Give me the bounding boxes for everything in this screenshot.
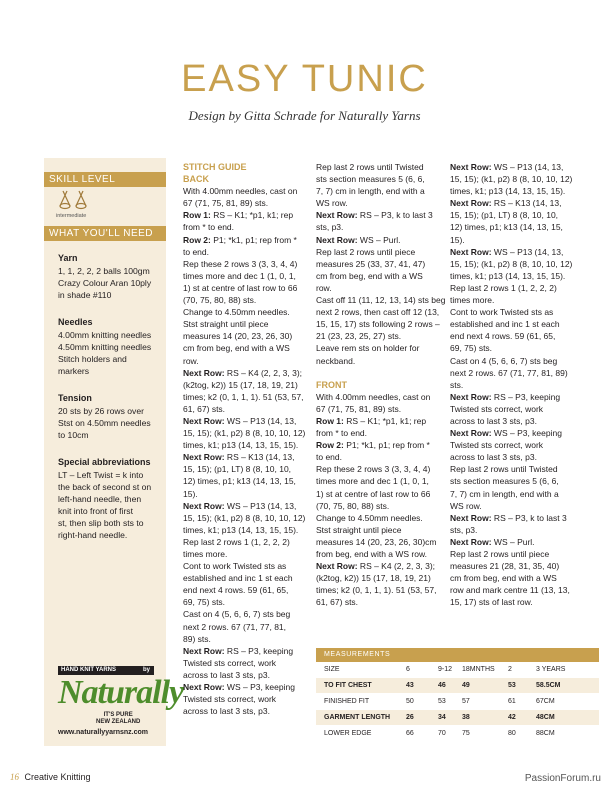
magazine-name: Creative Knitting [24, 772, 91, 782]
instruction-line: next 2 rows. 67 (71, 77, 81, 89) [450, 367, 568, 378]
row-label: Next Row: [450, 246, 492, 257]
instruction-line: end next 4 rows. 59 (61, 65, [183, 585, 289, 596]
instruction-line: Twisted sts correct, work [450, 440, 544, 451]
row-label: Next Row: [183, 645, 225, 656]
abbreviations-section [58, 456, 162, 541]
measurement-label: TO FIT CHEST [324, 682, 372, 689]
instruction-line: 15, 17) sts of last row. [450, 597, 533, 608]
instruction-line: 7, 7) cm in length, end with a [316, 186, 425, 197]
naturally-logo[interactable] [58, 666, 184, 736]
instruction-line: times, k1; p13 (14, 13, 15, 15). [450, 270, 566, 281]
instruction-line: Next Row: RS – K4 (2, 2, 3, 3); [183, 367, 303, 378]
row-label: Row 1: [183, 210, 211, 221]
row-label: Next Row: [183, 415, 225, 426]
tension-line: 20 sts by 26 rows over [58, 406, 144, 416]
instruction-line: measures 14 (20, 23, 26, 30) [183, 331, 293, 342]
needles-line: 4.50mm knitting needles [58, 342, 152, 352]
logo-sub-line: NEW ZEALAND [96, 719, 141, 725]
yarn-line: 1, 1, 2, 2, 2 balls 100gm [58, 266, 150, 276]
measurement-value: 38 [462, 714, 470, 721]
instruction-line: Twisted sts correct, work [450, 403, 544, 414]
instruction-line: across to last 3 sts, p3. [183, 706, 270, 717]
instruction-line: 67 (71, 75, 81, 89) sts. [316, 403, 402, 414]
instruction-line: sts, p3. [316, 222, 344, 233]
instruction-line: from beg, end with a WS row. [316, 549, 428, 559]
row-label: Next Row: [450, 428, 492, 439]
instruction-line: 69, 75) sts. [450, 343, 493, 354]
row-label: Next Row: [183, 682, 225, 693]
instruction-line: Next Row: RS – P3, keeping [183, 645, 294, 656]
instruction-line: Next Row: WS – P13 (14, 13, [183, 415, 297, 426]
measurement-value: 58.5CM [536, 682, 561, 689]
instruction-line: 7, 7) cm in length, end with a [450, 488, 559, 499]
instruction-line: Rep last 2 rows 1 (1, 2, 2, 2) [450, 282, 557, 293]
instruction-line: Leave rem sts on holder for [316, 343, 420, 354]
instruction-line: to end. [316, 452, 342, 463]
instruction-line: Change to 4.50mm needles. [183, 307, 290, 318]
needles-line: Stitch holders and [58, 354, 127, 364]
measurement-value: 9-12 [438, 666, 453, 673]
instruction-line: times more. [450, 295, 495, 306]
instruction-line: Next Row: WS – Purl. [316, 234, 401, 245]
measurement-value: 61 [508, 698, 516, 705]
measurement-value: 88CM [536, 730, 555, 737]
instruction-line: Next Row: RS – P3, k to last 3 [450, 512, 567, 523]
row-label: Next Row: [316, 210, 358, 221]
section-heading: BACK [183, 174, 209, 185]
measurement-value: 2 [508, 666, 512, 673]
instruction-line: 15, 15); (k1, p2) 8 (8, 10, 10, 12) [183, 428, 306, 439]
instruction-line: 15). [450, 234, 465, 245]
instruction-line: Rep these 2 rows 3 (3, 3, 4, 4) [316, 464, 431, 475]
tension-line: to 10cm [58, 430, 89, 440]
measurement-value: 53 [508, 682, 516, 689]
instruction-line: times more. [183, 549, 228, 559]
instruction-line: Twisted sts correct, work [183, 694, 277, 705]
instruction-line: across to last 3 sts, p3. [450, 452, 537, 463]
instruction-line: 15, 15); (p1, LT) 8 (8, 10, 10, [183, 464, 292, 475]
instruction-line: established and inc 1 st each [183, 573, 293, 584]
instruction-line: Cont to work Twisted sts as [183, 561, 287, 572]
instruction-line: Next Row: WS – P13 (14, 13, [450, 162, 564, 172]
tension-section [58, 392, 162, 441]
row-label: Next Row: [450, 512, 492, 523]
instruction-line: measures 14 (20, 23, 26, 30)cm [316, 536, 437, 547]
instruction-line: Next Row: RS – P3, keeping [450, 391, 561, 402]
instruction-line: sts. [450, 379, 464, 390]
measurement-value: 6 [406, 666, 410, 673]
measurement-label: GARMENT LENGTH [324, 714, 391, 721]
instruction-line: times more and dec 1 (1, 0, 1, [183, 270, 296, 281]
measurements-table [316, 648, 599, 742]
page-footer [10, 772, 91, 782]
instruction-line: 1) st at centre of last row to 66 [316, 488, 431, 499]
row-label: Next Row: [183, 367, 225, 378]
page-number: 16 [10, 772, 19, 782]
measurement-label: FINISHED FIT [324, 698, 370, 705]
skill-level-value: intermediate [56, 213, 87, 219]
instruction-line: end next 4 rows. 59 (61, 65, [450, 331, 556, 342]
instruction-line: Rep last 2 rows 1 (1, 2, 2, 2) [183, 536, 290, 547]
instruction-line: times more and dec 1 (1, 0, 1, [316, 476, 429, 487]
watermark: PassionForum.ru [524, 773, 601, 784]
abbreviations-line: knit into front of first [58, 506, 133, 516]
instruction-line: next 2 rows. 67 (71, 77, 81, [183, 621, 287, 632]
instruction-line: sts, p3. [450, 524, 478, 535]
row-label: Row 1: [316, 415, 344, 426]
abbreviations-line: left-hand needle, then [58, 494, 142, 504]
instruction-line: Next Row: RS – K13 (14, 13, [183, 452, 295, 463]
row-label: Next Row: [183, 452, 225, 463]
skill-level-header: SKILL LEVEL [44, 172, 166, 187]
instruction-line: 12) times, p1; k13 (14, 13, 15, [450, 222, 563, 233]
instruction-line [316, 367, 445, 379]
instruction-line: Row 1: RS – K1; *p1, k1; rep [183, 210, 294, 221]
instruction-line: Rep last 2 rows until Twisted [450, 464, 558, 475]
instruction-line: (k2tog, k2)) 15 (17, 18, 19, 21) [316, 573, 431, 584]
instruction-line: 15). [183, 488, 198, 499]
instruction-line: 67 (71, 75, 81, 89) sts. [183, 198, 269, 209]
measurement-value: 26 [406, 714, 414, 721]
measurements-row [316, 710, 599, 726]
yarn-line: Crazy Colour Aran 10ply [58, 278, 152, 288]
measurement-value: 57 [462, 698, 470, 705]
instruction-line: sts section measures 5 (6, 6, [316, 174, 425, 185]
section-heading: FRONT [316, 379, 347, 390]
instruction-line: Stst straight until piece [316, 524, 402, 535]
measurement-value: 49 [462, 682, 470, 689]
instruction-line: Row 1: RS – K1; *p1, k1; rep [316, 415, 427, 426]
instruction-line: Row 2: P1; *k1, p1; rep from * [183, 234, 297, 245]
instruction-line: Next Row: WS – Purl. [450, 536, 535, 547]
logo-by: by [142, 667, 150, 673]
instruction-line: Rep last 2 rows until piece [316, 246, 416, 257]
logo-tagline: HAND KNIT YARNS [61, 667, 117, 673]
measurement-value: 34 [438, 714, 446, 721]
row-label: Next Row: [450, 536, 492, 547]
instruction-line: 15, 15); (k1, p2) 8 (8, 10, 10, 12) [450, 258, 573, 269]
instruction-line: Next Row: WS – P13 (14, 13, [450, 246, 564, 257]
instruction-line: Cont to work Twisted sts as [450, 307, 554, 318]
instruction-line: sts section measures 5 (6, 6, [450, 476, 559, 487]
measurement-value: 43 [406, 682, 414, 689]
instruction-line: (70, 75, 80, 88) sts. [183, 295, 257, 306]
measurements-header: MEASUREMENTS [316, 648, 599, 662]
measurements-row [316, 726, 599, 742]
instruction-line: 69, 75) sts. [183, 597, 226, 608]
instruction-line: times, k1; p13 (14, 13, 15, 15). [450, 186, 566, 197]
measurement-value: 42 [508, 714, 516, 721]
instruction-line: times; k2 (0, 1, 1, 1). 51 (53, 57, [183, 391, 304, 402]
designer-credit: Design by Gitta Schrade for Naturally Yarns [188, 108, 421, 123]
what-you-need-header: WHAT YOU'LL NEED [44, 226, 166, 241]
measurement-value: 50 [406, 698, 414, 705]
instruction-line: times; k2 (0, 1, 1, 1). 51 (53, 57, [316, 585, 437, 596]
instruction-line: 61, 67) sts. [316, 597, 359, 608]
abbreviations-line: right-hand needle. [58, 530, 128, 540]
instruction-line: neckband. [316, 355, 356, 366]
measurement-value: 75 [462, 730, 470, 737]
instruction-line: row. [183, 355, 199, 366]
instruction-line: 21 (23, 23, 25, 27) sts. [316, 331, 402, 342]
instruction-line: (70, 75, 80, 88) sts. [316, 500, 390, 511]
instruction-line: 15, 15); (p1, LT) 8 (8, 10, 10, [450, 210, 559, 221]
instruction-line: 12) times, p1; k13 (14, 13, 15, [183, 476, 296, 487]
instruction-line: measures 25 (33, 37, 41, 47) [316, 258, 426, 269]
instruction-line: 61, 67) sts. [183, 403, 226, 414]
instruction-line: cm from beg, end with a WS [316, 270, 423, 281]
abbreviations-line: st, then slip both sts to [58, 518, 144, 528]
instruction-line: to end. [183, 246, 209, 257]
row-label: Next Row: [450, 391, 492, 402]
instruction-line: 15, 15); (k1, p2) 8 (8, 10, 10, 12) [450, 174, 573, 185]
measurement-value: 70 [438, 730, 446, 737]
yarn-line: in shade #110 [58, 290, 112, 300]
instruction-line: WS row. [450, 500, 482, 511]
instruction-line: Next Row: RS – K4 (2, 2, 3, 3); [316, 561, 436, 572]
instruction-line: Next Row: WS – P13 (14, 13, [183, 500, 297, 511]
measurements-row [316, 694, 599, 710]
measurements-row [316, 662, 599, 678]
website-link[interactable]: www.naturallyyarnsnz.com [58, 729, 148, 736]
pattern-column-1 [183, 161, 305, 717]
measurement-value: 3 YEARS [536, 666, 566, 673]
instruction-line: Twisted sts correct, work [183, 657, 277, 668]
row-label: Next Row: [183, 500, 225, 511]
logo-brand: Naturally [58, 674, 184, 711]
tension-line: Stst on 4.50mm needles [58, 418, 151, 428]
instruction-line: from * to end. [316, 428, 368, 439]
abbreviations-line: the back of second st on [58, 482, 152, 492]
instruction-line: measures 21 (28, 31, 35, 40) [450, 561, 560, 572]
row-label: Next Row: [316, 234, 358, 245]
instruction-line: With 4.00mm needles, cast on [183, 186, 298, 197]
instruction-line: times, k1; p13 (14, 13, 15, 15). [183, 524, 299, 535]
instruction-line: Next Row: RS – K13 (14, 13, [450, 198, 562, 209]
knitting-needles-icon [58, 188, 96, 210]
sidebar-panel [44, 158, 184, 746]
yarn-heading: Yarn [58, 253, 78, 263]
instruction-line: next 2 rows, then cast off 12 (13, [316, 307, 440, 318]
measurement-value: 53 [438, 698, 446, 705]
measurement-value: 67CM [536, 698, 555, 705]
measurement-value: 18MNTHS [462, 666, 495, 673]
logo-sub-line: IT'S PURE [103, 712, 133, 718]
instruction-line: cm from beg, end with a WS [183, 343, 290, 354]
measurement-label: LOWER EDGE [324, 730, 372, 737]
instruction-line: Rep these 2 rows 3 (3, 3, 4, 4) [183, 258, 298, 269]
instruction-line: 15, 15, 17) sts following 2 rows – [316, 319, 440, 330]
row-label: Next Row: [316, 561, 358, 572]
instruction-line: row and mark centre 11 (13, 13, [450, 585, 570, 596]
instruction-line: Rep last 2 rows until piece [450, 549, 550, 559]
abbreviations-line: LT – Left Twist = k into [58, 470, 144, 480]
instruction-line: 1) st at centre of last row to 66 [183, 282, 298, 293]
instruction-line: Stst straight until piece [183, 319, 269, 330]
needles-line: markers [58, 366, 90, 376]
measurements-rows [316, 662, 599, 742]
needles-heading: Needles [58, 317, 93, 327]
instruction-line: across to last 3 sts, p3. [183, 669, 270, 680]
instruction-line: (k2tog, k2)) 15 (17, 18, 19, 21) [183, 379, 298, 390]
section-heading: STITCH GUIDE [183, 162, 247, 172]
instruction-line: Cast off 11 (11, 12, 13, 14) sts beg [316, 295, 446, 306]
instruction-line: Next Row: WS – P3, keeping [450, 428, 562, 439]
logo-subtitle [96, 712, 140, 726]
pattern-column-2 [316, 161, 445, 608]
needles-section [58, 316, 162, 377]
instruction-line: Row 2: P1; *k1, p1; rep from * [316, 440, 430, 451]
measurement-value: 80 [508, 730, 516, 737]
instruction-line: WS row. [316, 198, 348, 209]
instruction-line: 15, 15); (k1, p2) 8 (8, 10, 10, 12) [183, 512, 306, 523]
measurement-value: 46 [438, 682, 446, 689]
measurement-value: 48CM [536, 714, 555, 721]
instruction-line: Next Row: WS – P3, keeping [183, 682, 295, 693]
instruction-line: cm from beg, end with a WS [450, 573, 557, 584]
row-label: Row 2: [316, 440, 344, 451]
instruction-line: Rep last 2 rows until Twisted [316, 162, 424, 172]
instruction-line: established and inc 1 st each [450, 319, 560, 330]
instruction-line: row. [316, 282, 332, 293]
measurement-label: SIZE [324, 666, 340, 673]
measurement-value: 66 [406, 730, 414, 737]
row-label: Next Row: [450, 162, 492, 172]
abbreviations-heading: Special abbreviations [58, 457, 151, 467]
instruction-line: 89) sts. [183, 633, 211, 644]
yarn-section [58, 252, 162, 301]
pattern-column-3 [450, 161, 572, 608]
instruction-line: times, k1; p13 (14, 13, 15, 15). [183, 440, 299, 451]
instruction-line: from * to end. [183, 222, 235, 233]
page-title: EASY TUNIC [181, 58, 428, 100]
instruction-line: across to last 3 sts, p3. [450, 415, 537, 426]
row-label: Row 2: [183, 234, 211, 245]
needles-line: 4.00mm knitting needles [58, 330, 152, 340]
row-label: Next Row: [450, 198, 492, 209]
tension-heading: Tension [58, 393, 92, 403]
measurements-row [316, 678, 599, 694]
instruction-line: Cast on 4 (5, 6, 6, 7) sts beg [450, 355, 558, 366]
instruction-line: Cast on 4 (5, 6, 6, 7) sts beg [183, 609, 291, 620]
instruction-line: With 4.00mm needles, cast on [316, 391, 431, 402]
instruction-line: Change to 4.50mm needles. [316, 512, 423, 523]
instruction-line: Next Row: RS – P3, k to last 3 [316, 210, 433, 221]
